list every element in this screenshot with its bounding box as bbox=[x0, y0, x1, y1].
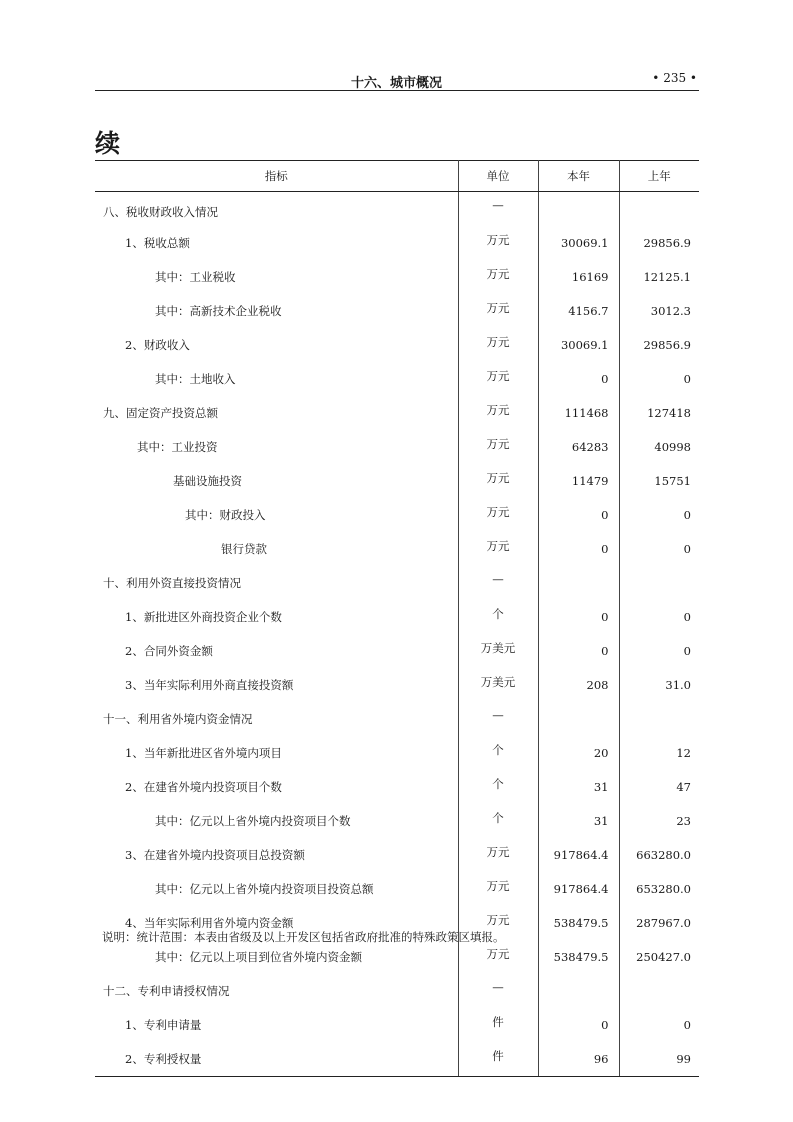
row-unit: 件 bbox=[458, 1008, 538, 1042]
table-row bbox=[95, 668, 699, 702]
row-current-year: 30069.1 bbox=[538, 328, 619, 362]
row-previous-year: 99 bbox=[619, 1042, 699, 1077]
row-current-year: 538479.5 bbox=[538, 940, 619, 974]
row-unit: 万元 bbox=[458, 872, 538, 906]
row-unit: 万元 bbox=[458, 906, 538, 940]
table-row bbox=[95, 974, 699, 1008]
row-unit: 万元 bbox=[458, 464, 538, 498]
row-previous-year: 47 bbox=[676, 780, 691, 794]
row-previous-year bbox=[619, 192, 699, 227]
row-current-year: 917864.4 bbox=[538, 838, 619, 872]
row-current-year: 11479 bbox=[538, 464, 619, 498]
running-header-title: 十六、城市概况 bbox=[350, 76, 442, 91]
row-current-year: 208 bbox=[538, 668, 619, 702]
row-indicator: 其中：亿元以上省外境内投资项目投资总额 bbox=[95, 872, 458, 906]
column-header-current-year: 本年 bbox=[538, 161, 619, 192]
row-indicator: 2、专利授权量 bbox=[95, 1042, 458, 1077]
row-unit: — bbox=[458, 566, 538, 600]
row-unit: 万元 bbox=[458, 362, 538, 396]
row-indicator: 银行贷款 bbox=[95, 532, 458, 566]
row-indicator: 2、合同外资金额 bbox=[95, 634, 458, 668]
row-unit: 万元 bbox=[458, 226, 538, 260]
table-row bbox=[95, 1008, 699, 1042]
row-unit: 万美元 bbox=[458, 668, 538, 702]
table-row bbox=[95, 838, 699, 872]
row-unit: 万元 bbox=[458, 328, 538, 362]
row-current-year: 31 bbox=[538, 770, 619, 804]
table-row bbox=[95, 430, 699, 464]
page-number: • 235 • bbox=[652, 71, 697, 85]
row-current-year: 0 bbox=[538, 498, 619, 532]
row-previous-year: 29856.9 bbox=[643, 236, 691, 250]
table-row bbox=[95, 328, 699, 362]
row-unit: 个 bbox=[458, 736, 538, 770]
row-current-year: 20 bbox=[538, 736, 619, 770]
row-indicator: 1、税收总额 bbox=[95, 226, 458, 260]
row-current-year: 538479.5 bbox=[538, 906, 619, 940]
row-indicator: 其中：财政投入 bbox=[95, 498, 458, 532]
row-indicator: 其中：高新技术企业税收 bbox=[95, 294, 458, 328]
row-indicator: 1、当年新批进区省外境内项目 bbox=[95, 736, 458, 770]
table-row bbox=[95, 702, 699, 736]
row-indicator: 十二、专利申请授权情况 bbox=[95, 974, 458, 1008]
row-unit: 万元 bbox=[458, 838, 538, 872]
row-indicator: 其中：亿元以上省外境内投资项目个数 bbox=[95, 804, 458, 838]
row-unit: — bbox=[458, 974, 538, 1008]
row-indicator: 其中：工业税收 bbox=[95, 260, 458, 294]
row-previous-year: 31.0 bbox=[665, 678, 691, 692]
row-previous-year bbox=[619, 974, 699, 1008]
table-row bbox=[95, 566, 699, 600]
row-previous-year: 3012.3 bbox=[650, 304, 691, 318]
row-indicator: 十、利用外资直接投资情况 bbox=[95, 566, 458, 600]
row-indicator: 其中：工业投资 bbox=[95, 430, 458, 464]
table-row bbox=[95, 464, 699, 498]
column-header-previous-year: 上年 bbox=[619, 161, 699, 192]
row-current-year: 64283 bbox=[538, 430, 619, 464]
row-indicator: 十一、利用省外境内资金情况 bbox=[95, 702, 458, 736]
row-indicator: 八、税收财政收入情况 bbox=[95, 192, 458, 227]
row-indicator: 3、在建省外境内投资项目总投资额 bbox=[95, 838, 458, 872]
table-row bbox=[95, 1042, 699, 1077]
row-current-year: 4156.7 bbox=[538, 294, 619, 328]
row-previous-year: 287967.0 bbox=[636, 916, 691, 930]
row-previous-year: 127418 bbox=[647, 406, 691, 420]
row-current-year: 96 bbox=[538, 1042, 619, 1077]
row-unit: 万元 bbox=[458, 260, 538, 294]
row-current-year: 111468 bbox=[538, 396, 619, 430]
table-row bbox=[95, 498, 699, 532]
row-current-year bbox=[538, 192, 619, 227]
row-current-year bbox=[538, 566, 619, 600]
row-current-year bbox=[538, 702, 619, 736]
table-row bbox=[95, 226, 699, 260]
row-indicator: 1、新批进区外商投资企业个数 bbox=[95, 600, 458, 634]
row-unit: 个 bbox=[458, 770, 538, 804]
row-previous-year: 0 bbox=[683, 1018, 691, 1032]
row-previous-year: 250427.0 bbox=[636, 950, 691, 964]
row-previous-year: 15751 bbox=[654, 474, 691, 488]
table-row bbox=[95, 634, 699, 668]
table-row bbox=[95, 192, 699, 227]
row-current-year: 917864.4 bbox=[538, 872, 619, 906]
row-current-year: 0 bbox=[538, 600, 619, 634]
row-unit: 万元 bbox=[458, 396, 538, 430]
table-row bbox=[95, 362, 699, 396]
footnote: 说明：统计范围：本表由省级及以上开发区包括省政府批准的特殊政策区填报。 bbox=[102, 930, 505, 944]
row-previous-year: 23 bbox=[676, 814, 691, 828]
continued-label: 续 bbox=[95, 129, 121, 158]
table-row bbox=[95, 872, 699, 906]
row-indicator: 2、在建省外境内投资项目个数 bbox=[95, 770, 458, 804]
row-unit: 万元 bbox=[458, 532, 538, 566]
row-current-year: 16169 bbox=[538, 260, 619, 294]
row-previous-year: 663280.0 bbox=[636, 848, 691, 862]
row-indicator: 九、固定资产投资总额 bbox=[95, 396, 458, 430]
row-current-year: 31 bbox=[538, 804, 619, 838]
row-indicator: 其中：亿元以上项目到位省外境内资金额 bbox=[95, 940, 458, 974]
row-current-year: 30069.1 bbox=[538, 226, 619, 260]
header-rule bbox=[95, 90, 699, 91]
row-previous-year: 0 bbox=[683, 542, 691, 556]
table-row bbox=[95, 260, 699, 294]
row-unit: 万元 bbox=[458, 430, 538, 464]
row-unit: 万元 bbox=[458, 498, 538, 532]
row-current-year: 0 bbox=[538, 1008, 619, 1042]
row-unit: 万美元 bbox=[458, 634, 538, 668]
row-previous-year: 40998 bbox=[654, 440, 691, 454]
row-unit: 件 bbox=[458, 1042, 538, 1077]
row-unit: — bbox=[458, 702, 538, 736]
row-current-year: 0 bbox=[538, 362, 619, 396]
table-row bbox=[95, 600, 699, 634]
row-previous-year: 0 bbox=[683, 508, 691, 522]
row-previous-year: 653280.0 bbox=[636, 882, 691, 896]
table-header-row bbox=[95, 161, 699, 192]
row-unit: 个 bbox=[458, 804, 538, 838]
row-indicator: 4、当年实际利用省外境内资金额 bbox=[95, 906, 458, 940]
row-indicator: 基础设施投资 bbox=[95, 464, 458, 498]
row-unit: 万元 bbox=[458, 294, 538, 328]
row-current-year bbox=[538, 974, 619, 1008]
table-row bbox=[95, 532, 699, 566]
row-indicator: 1、专利申请量 bbox=[95, 1008, 458, 1042]
row-previous-year bbox=[619, 702, 699, 736]
table-row bbox=[95, 736, 699, 770]
table-row bbox=[95, 396, 699, 430]
row-previous-year: 12125.1 bbox=[643, 270, 691, 284]
row-current-year: 0 bbox=[538, 634, 619, 668]
row-previous-year: 0 bbox=[683, 610, 691, 624]
row-indicator: 其中：土地收入 bbox=[95, 362, 458, 396]
row-unit: 万元 bbox=[458, 940, 538, 974]
row-unit: 个 bbox=[458, 600, 538, 634]
row-indicator: 2、财政收入 bbox=[95, 328, 458, 362]
row-previous-year: 0 bbox=[683, 644, 691, 658]
row-previous-year: 12 bbox=[676, 746, 691, 760]
column-header-unit: 单位 bbox=[458, 161, 538, 192]
row-previous-year: 0 bbox=[683, 372, 691, 386]
row-indicator: 3、当年实际利用外商直接投资额 bbox=[95, 668, 458, 702]
column-header-indicator: 指标 bbox=[95, 161, 458, 192]
row-previous-year bbox=[619, 566, 699, 600]
table-row bbox=[95, 294, 699, 328]
row-current-year: 0 bbox=[538, 532, 619, 566]
row-unit: — bbox=[458, 192, 538, 227]
table-row bbox=[95, 770, 699, 804]
table-row bbox=[95, 940, 699, 974]
table-row bbox=[95, 804, 699, 838]
row-previous-year: 29856.9 bbox=[643, 338, 691, 352]
